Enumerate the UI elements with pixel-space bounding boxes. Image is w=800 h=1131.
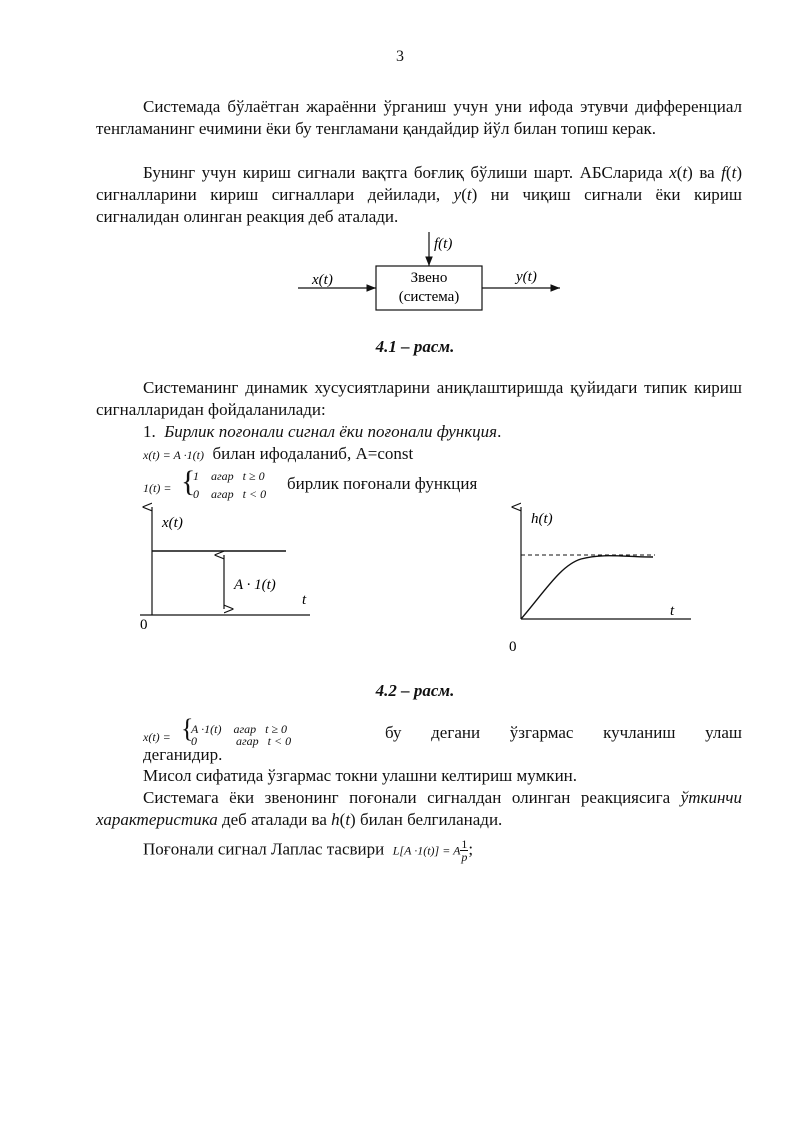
paragraph-1: Системада бўлаётган жараённи ўрганиш учун уни ифода этувчи дифференциал тенгламанинг ечимини ёки бу тенгламани қандайдир йўл билан топиш керак. xyxy=(96,97,742,138)
disturbance-label: f(t) xyxy=(434,236,453,252)
paragraph-2: Бунинг учун кириш сигнали вақтга боғлиқ бўлиши шарт. АБСларида x(t) ва f(t) сигналларини кириш сигналлари дейилади, y(t) ни чиқиш сигнали ёки кириш сигналидан олинган реакция деб аталади. xyxy=(96,163,742,226)
output-label: y(t) xyxy=(516,269,537,285)
left-ylabel: x(t) xyxy=(162,515,183,531)
paragraph-6: Поғонали сигнал Лаплас тасвири L[A ·1(t)] = A $\frac{1}{p}$ ; xyxy=(143,837,474,864)
block-label-2: (система) xyxy=(398,289,460,305)
left-xlabel: t xyxy=(302,592,307,608)
paragraph-5: Системага ёки звенонинг поғонали сигналдан олинган реакциясига ўткинчи характеристика деб аталади ва h(t) билан белгиланади. xyxy=(96,788,742,829)
laplace-formula: L[A ·1(t)] = A xyxy=(392,843,461,858)
equation-1-formula: x(t) = A ·1(t) xyxy=(143,448,204,462)
paragraph-3: Системанинг динамик хусусиятларини аниқлаштиришда қуйидаги типик кириш сигналларидан фойдаланилади: xyxy=(96,378,742,419)
right-origin: 0 xyxy=(509,639,517,655)
input-label: x(t) xyxy=(312,272,333,288)
paragraph-4: Мисол сифатида ўзгармас токни улашни келтириш мумкин. xyxy=(143,766,578,785)
figure-caption-1: 4.1 – расм. xyxy=(375,337,455,356)
step-input-plot xyxy=(140,505,340,635)
transient-response-plot xyxy=(505,505,705,655)
list-item-1: 1. Бирлик поғонали сигнал ёки поғонали функция. xyxy=(143,422,502,441)
laplace-fraction: $\frac{1}{p}$ xyxy=(461,837,468,864)
document-page: 3 Системада бўлаётган жараённи ўрганиш учун уни ифода этувчи дифференциал тенгламанинг ечимини ёки бу тенгламани қандайдир йўл билан топиш керак. Бунинг учун кириш сигнали вақтга боғлиқ бўлиши шарт. АБСларида x(t) ва f(t) сигналларини кириш сигналлари дейилади, y(t) ни чиқиш сигнали ёки кириш сигналидан олинган реакция деб аталади. x(t) f(t) y(t) Звено (система) 4.1 – расм. Системанинг динамик хусусиятларини аниқлаштиришда қуйидаги типик кириш сигналларидан фойдаланилади: 1. Бирлик поғонали сигнал ёки поғонали функция. x(t) = A ·1(t) билан ифодаланиб, A=const 1(t) = { 1 агар t ≥ 0 0 агар t < 0 бирлик поғонали функция x(t) t 0 A · 1(t) h(t) t 0 4.2 – расм. x(t) = { A ·1(t) агар t ≥ 0 0 агар t < 0 бу дегани ўзгармас кучланиш улаш деганидир. Мисол сифатида ўзгармас токни улашни келтириш мумкин. Системага ёки звенонинг поғонали сигналдан олинган реакциясига ўткинчи характеристика деб аталади ва h(t) билан белгиланади. Поғонали сигнал Лаплас тасвири L[A ·1(t)] = A $\frac{1}{p}$ ; xyxy=(0,0,800,1131)
figure-caption-2: 4.2 – расм. xyxy=(375,681,455,700)
response-curve xyxy=(521,556,653,619)
block-diagram xyxy=(0,230,800,310)
equation-1: x(t) = A ·1(t) билан ифодаланиб, A=const xyxy=(143,444,414,463)
equation-3: x(t) = { A ·1(t) агар t ≥ 0 0 агар t < 0 бу дегани ўзгармас кучланиш улаш деганидир. xyxy=(143,714,742,764)
page-number: 3 xyxy=(396,48,404,65)
right-ylabel: h(t) xyxy=(531,511,553,527)
right-xlabel: t xyxy=(670,603,675,619)
block-label-1: Звено xyxy=(410,270,448,286)
amplitude-label: A · 1(t) xyxy=(234,577,276,593)
left-origin: 0 xyxy=(140,617,148,633)
